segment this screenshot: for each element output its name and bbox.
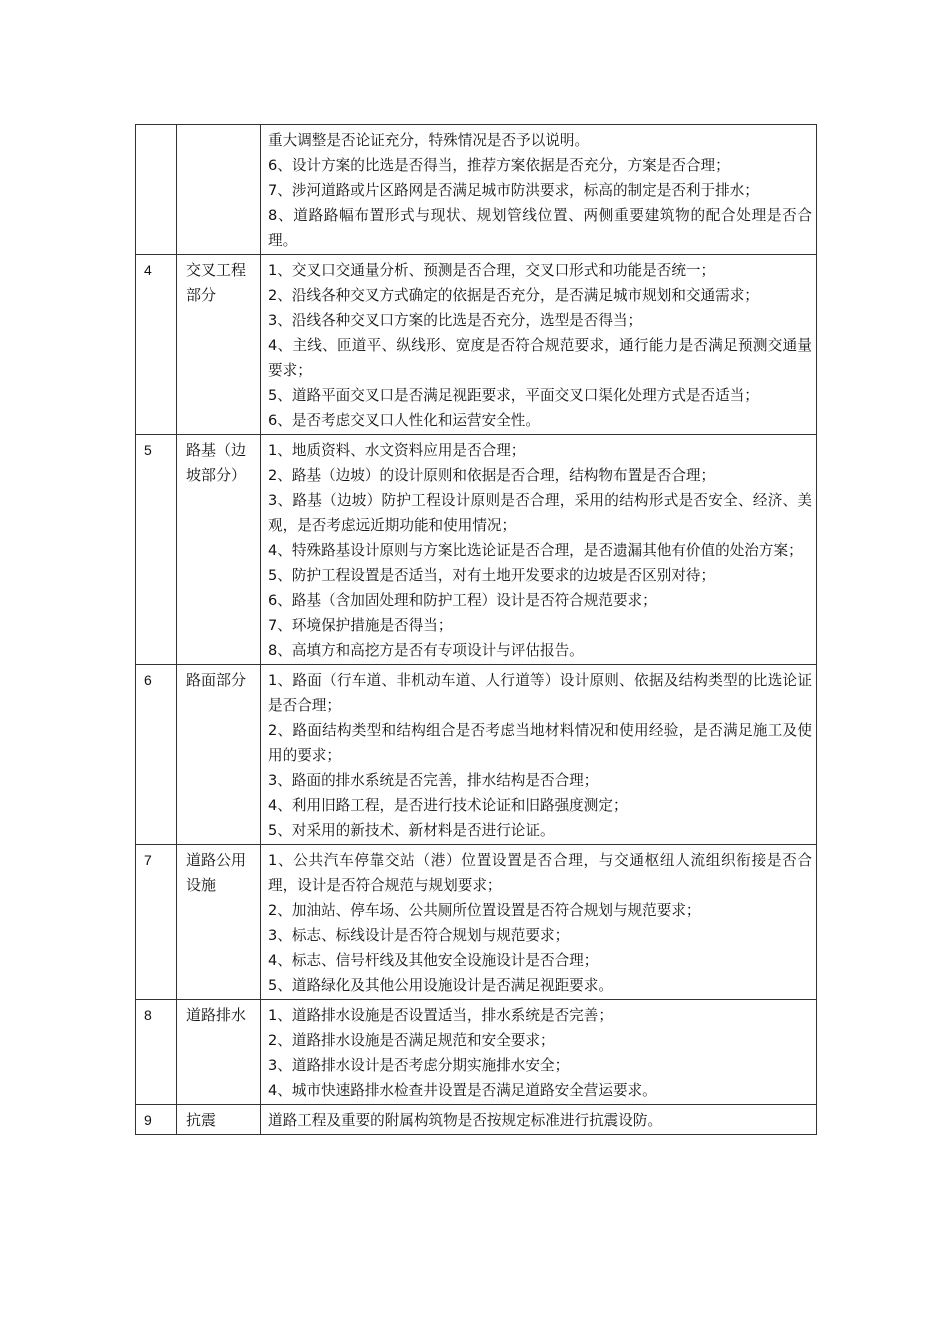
category-cell	[177, 255, 261, 435]
table-row	[136, 255, 817, 435]
review-item: 1、公共汽车停靠交站（港）位置设置是否合理，与交通枢纽人流组织衔接是否合理，设计是否符合规范与规划要求；	[268, 852, 812, 894]
review-item: 6、路基（含加固处理和防护工程）设计是否符合规范要求；	[268, 592, 657, 609]
review-item: 5、道路绿化及其他公用设施设计是否满足视距要求。	[268, 977, 613, 994]
review-items-cell	[261, 845, 817, 1000]
review-item: 2、沿线各种交叉方式确定的依据是否充分，是否满足城市规划和交通需求；	[268, 287, 759, 304]
review-item: 3、标志、标线设计是否符合规划与规范要求；	[268, 927, 570, 944]
row-number-cell	[136, 1105, 177, 1135]
review-item: 2、加油站、停车场、公共厕所位置设置是否符合规划与规范要求；	[268, 902, 701, 919]
review-items-cell	[261, 255, 817, 435]
row-number-cell	[136, 845, 177, 1000]
category-label: 道路公用设施	[186, 851, 247, 894]
table-row	[136, 1105, 817, 1135]
category-cell	[177, 125, 261, 255]
review-item: 4、标志、信号杆线及其他安全设施设计是否合理；	[268, 952, 599, 969]
review-item: 3、路面的排水系统是否完善，排水结构是否合理；	[268, 772, 599, 789]
category-label	[177, 125, 260, 129]
category-cell	[177, 435, 261, 665]
review-item: 4、主线、匝道平、纵线形、宽度是否符合规范要求，通行能力是否满足预测交通量要求；	[268, 337, 812, 379]
review-item: 6、是否考虑交叉口人性化和运营安全性。	[268, 412, 540, 429]
row-number-cell	[136, 125, 177, 255]
review-item: 4、利用旧路工程，是否进行技术论证和旧路强度测定；	[268, 797, 628, 814]
review-item: 2、道路排水设施是否满足规范和安全要求；	[268, 1032, 555, 1049]
review-item: 8、高填方和高挖方是否有专项设计与评估报告。	[268, 642, 584, 659]
review-item: 4、特殊路基设计原则与方案比选论证是否合理，是否遗漏其他有价值的处治方案；	[268, 542, 803, 559]
row-number: 4	[144, 262, 152, 278]
review-item: 重大调整是否论证充分，特殊情况是否予以说明。	[268, 132, 590, 149]
category-label: 交叉工程部分	[186, 261, 247, 304]
row-number-cell	[136, 435, 177, 665]
review-item: 5、防护工程设置是否适当，对有土地开发要求的边坡是否区别对待；	[268, 567, 716, 584]
table-row	[136, 1000, 817, 1105]
table-row	[136, 435, 817, 665]
row-number-cell	[136, 255, 177, 435]
review-items-cell	[261, 125, 817, 255]
review-item: 1、道路排水设施是否设置适当，排水系统是否完善；	[268, 1007, 613, 1024]
review-item: 3、道路排水设计是否考虑分期实施排水安全；	[268, 1057, 570, 1074]
review-item: 3、沿线各种交叉口方案的比选是否充分，选型是否得当；	[268, 312, 643, 329]
row-number-cell	[136, 665, 177, 845]
category-cell	[177, 845, 261, 1000]
review-checklist-table	[135, 124, 817, 1135]
table-row	[136, 125, 817, 255]
review-item: 1、路面（行车道、非机动车道、人行道等）设计原则、依据及结构类型的比选论证是否合理；	[268, 672, 812, 714]
review-items-cell	[261, 435, 817, 665]
category-label: 路基（边坡部分）	[186, 441, 247, 484]
row-number: 7	[144, 852, 152, 868]
category-cell	[177, 1000, 261, 1105]
review-item: 4、城市快速路排水检查井设置是否满足道路安全营运要求。	[268, 1082, 657, 1099]
table-body	[136, 125, 817, 1135]
row-number: 9	[144, 1112, 152, 1128]
row-number: 8	[144, 1007, 152, 1023]
category-label: 抗震	[186, 1111, 217, 1129]
table-row	[136, 845, 817, 1000]
review-item: 2、路面结构类型和结构组合是否考虑当地材料情况和使用经验，是否满足施工及使用的要求；	[268, 722, 812, 764]
category-cell	[177, 665, 261, 845]
review-items-cell	[261, 1000, 817, 1105]
review-item: 7、涉河道路或片区路网是否满足城市防洪要求，标高的制定是否利于排水；	[268, 182, 759, 199]
table-row	[136, 665, 817, 845]
review-items-cell	[261, 665, 817, 845]
review-item: 5、对采用的新技术、新材料是否进行论证。	[268, 822, 555, 839]
review-item: 5、道路平面交叉口是否满足视距要求，平面交叉口渠化处理方式是否适当；	[268, 387, 759, 404]
review-item: 道路工程及重要的附属构筑物是否按规定标准进行抗震设防。	[268, 1112, 663, 1129]
review-item: 1、交叉口交通量分析、预测是否合理，交叉口形式和功能是否统一；	[268, 262, 716, 279]
review-item: 6、设计方案的比选是否得当，推荐方案依据是否充分，方案是否合理；	[268, 157, 730, 174]
category-label: 路面部分	[186, 671, 247, 689]
row-number-cell	[136, 1000, 177, 1105]
row-number: 5	[144, 442, 152, 458]
review-item: 3、路基（边坡）防护工程设计原则是否合理，采用的结构形式是否安全、经济、美观，是否考虑远近期功能和使用情况；	[268, 492, 812, 534]
review-items-cell	[261, 1105, 817, 1135]
row-number: 6	[144, 672, 152, 688]
review-item: 8、道路路幅布置形式与现状、规划管线位置、两侧重要建筑物的配合处理是否合理。	[268, 207, 812, 249]
review-item: 7、环境保护措施是否得当；	[268, 617, 453, 634]
review-item: 1、地质资料、水文资料应用是否合理；	[268, 442, 526, 459]
category-cell	[177, 1105, 261, 1135]
category-label: 道路排水	[186, 1006, 247, 1024]
review-item: 2、路基（边坡）的设计原则和依据是否合理，结构物布置是否合理；	[268, 467, 716, 484]
row-number	[136, 125, 176, 129]
